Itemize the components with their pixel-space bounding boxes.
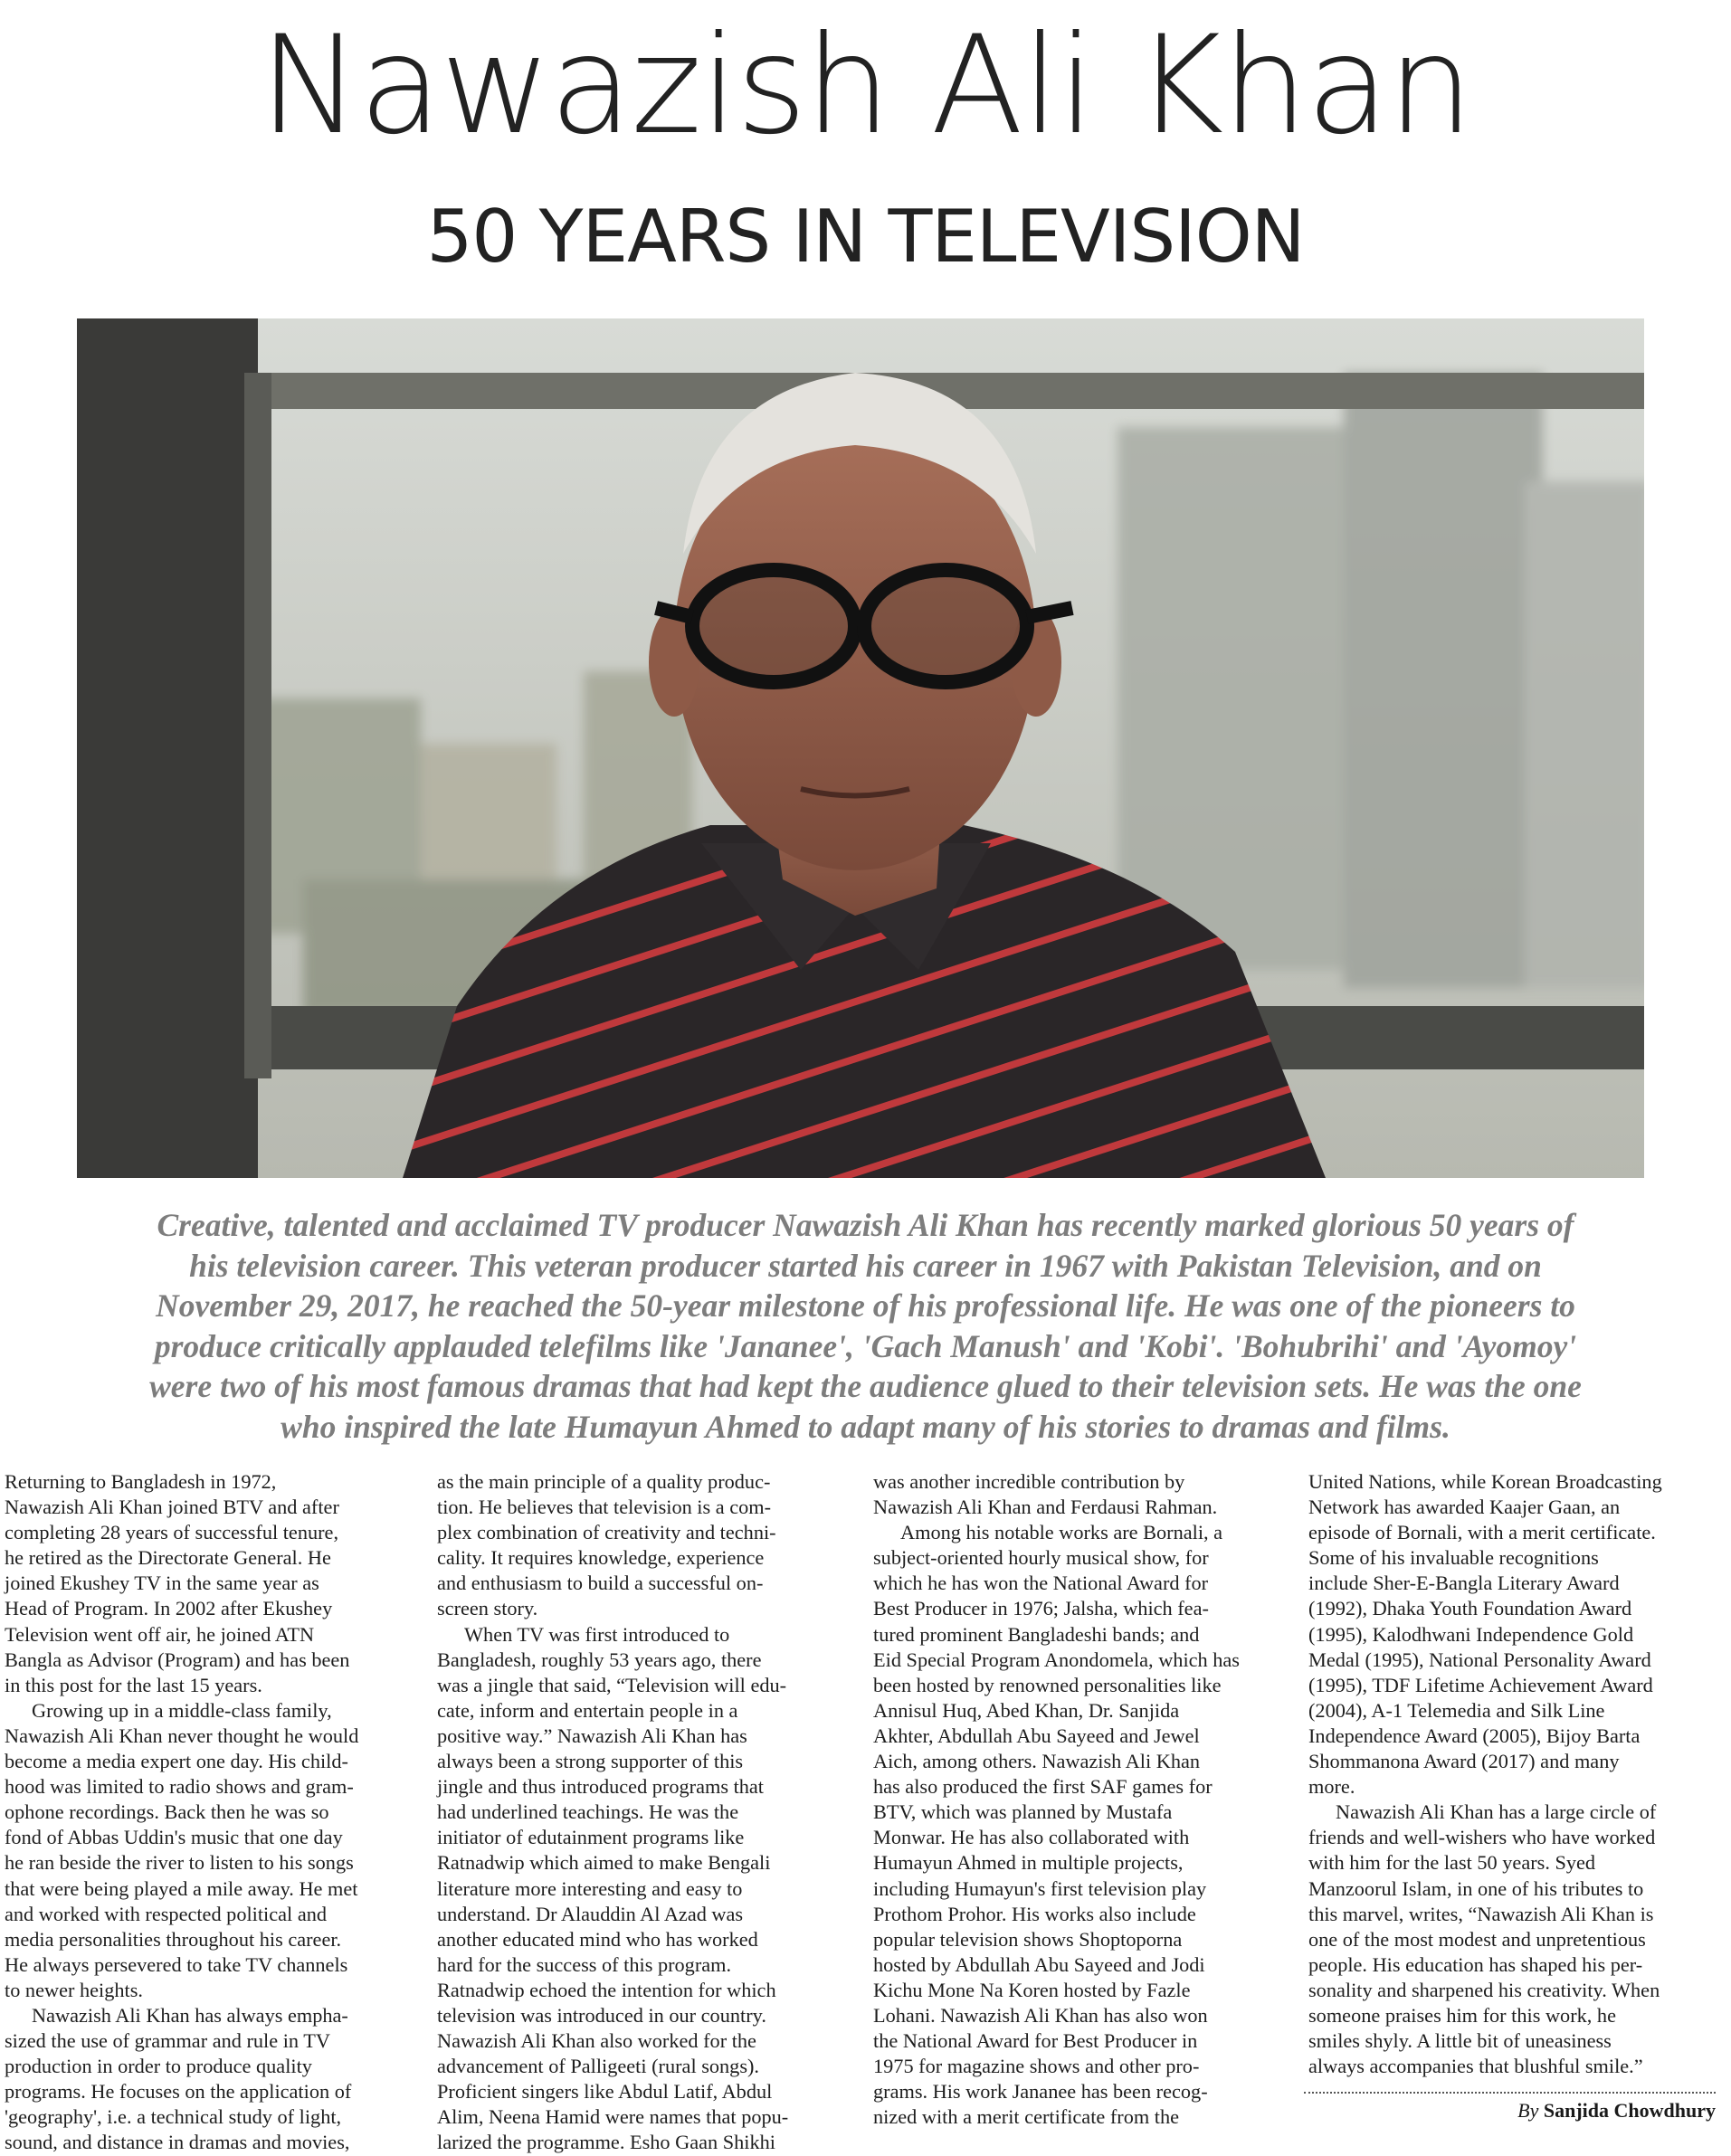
column-line: understand. Dr Alauddin Al Azad was: [437, 1902, 744, 1925]
column-line: had underlined teachings. He was the: [437, 1800, 739, 1824]
column-line: he retired as the Directorate General. He: [5, 1546, 331, 1570]
column-line: Independence Award (2005), Bijoy Barta: [1308, 1724, 1641, 1747]
column-line: Annisul Huq, Abed Khan, Dr. Sanjida: [873, 1698, 1180, 1722]
column-line: advancement of Palligeeti (rural songs).: [437, 2055, 760, 2078]
column-line: sound, and distance in dramas and movies,: [5, 2131, 350, 2154]
column-line: United Nations, while Korean Broadcasting: [1308, 1470, 1662, 1493]
column-line: BTV, which was planned by Mustafa: [873, 1800, 1173, 1824]
column-line: Best Producer in 1976; Jalsha, which fea-: [873, 1597, 1209, 1620]
column-line: Alim, Neena Hamid were names that popu-: [437, 2105, 789, 2129]
byline-by: By: [1517, 2099, 1539, 2122]
column-line: Aich, among others. Nawazish Ali Khan: [873, 1750, 1201, 1773]
column-line: cate, inform and entertain people in a: [437, 1698, 738, 1722]
column-line: as the main principle of a quality produc-: [437, 1470, 771, 1493]
column-line: hard for the success of this program.: [437, 1952, 732, 1976]
column-line: Returning to Bangladesh in 1972,: [5, 1470, 277, 1493]
column-line: Nawazish Ali Khan also worked for the: [437, 2029, 756, 2053]
column-line: hood was limited to radio shows and gram-: [5, 1775, 354, 1799]
intro-line: his television career. This veteran producer started his career in 1967 with Pakistan Television, and on: [189, 1247, 1542, 1284]
article-body: [5, 1469, 1722, 2154]
column-line: Lohani. Nawazish Ali Khan has also won: [873, 2003, 1208, 2027]
column-line: Akhter, Abdullah Abu Sayeed and Jewel: [873, 1724, 1200, 1747]
intro-paragraph: [86, 1205, 1645, 1447]
column-line: that were being played a mile away. He met: [5, 1876, 358, 1900]
intro-line: Creative, talented and acclaimed TV producer Nawazish Ali Khan has recently marked glorious 50 years of: [157, 1207, 1574, 1243]
column-line: Proficient singers like Abdul Latif, Abdul: [437, 2080, 773, 2104]
column-line: jingle and thus introduced programs that: [437, 1775, 765, 1799]
column-line: Nawazish Ali Khan joined BTV and after: [5, 1496, 339, 1519]
column-line: cality. It requires knowledge, experience: [437, 1546, 765, 1570]
column-line: tured prominent Bangladeshi bands; and: [873, 1622, 1200, 1646]
column-line: one of the most modest and unpretentious: [1308, 1927, 1646, 1951]
headline-title: Nawazish Ali Khan: [259, 7, 1472, 165]
column-line: this marvel, writes, “Nawazish Ali Khan is: [1308, 1902, 1654, 1925]
column-line: joined Ekushey TV in the same year as: [5, 1572, 319, 1595]
column-line: grams. His work Jananee has been recog-: [873, 2080, 1208, 2104]
column-line: media personalities throughout his career.: [5, 1927, 342, 1951]
byline: [1304, 2097, 1716, 2124]
article-column-3: [873, 1469, 1285, 2130]
column-line: which he has won the National Award for: [873, 1572, 1209, 1595]
column-line: tion. He believes that television is a com-: [437, 1496, 772, 1519]
column-line: positive way.” Nawazish Ali Khan has: [437, 1724, 747, 1747]
article-column-4: [1308, 1469, 1720, 2079]
column-line: Growing up in a middle-class family,: [32, 1698, 332, 1722]
column-line: Nawazish Ali Khan and Ferdausi Rahman.: [873, 1496, 1218, 1519]
column-line: 1975 for magazine shows and other pro-: [873, 2055, 1200, 2078]
headline-subtitle: 50 YEARS IN TELEVISION: [426, 195, 1305, 279]
column-line: (1995), Kalodhwani Independence Gold: [1308, 1622, 1634, 1646]
column-line: with him for the last 50 years. Syed: [1308, 1851, 1596, 1875]
column-line: When TV was first introduced to: [464, 1622, 730, 1646]
column-lines: [1308, 1469, 1720, 2079]
column-line: plex combination of creativity and techni-: [437, 1521, 776, 1544]
column-line: Some of his invaluable recognitions: [1308, 1546, 1599, 1570]
column-line: subject-oriented hourly musical show, for: [873, 1546, 1209, 1570]
column-line: Ratnadwip echoed the intention for which: [437, 1978, 776, 2001]
column-line: Television went off air, he joined ATN: [5, 1622, 315, 1646]
column-line: completing 28 years of successful tenure,: [5, 1521, 339, 1544]
column-line: sonality and sharpened his creativity. When: [1308, 1978, 1660, 2001]
column-line: Shommanona Award (2017) and many: [1308, 1750, 1620, 1773]
column-line: Bangla as Advisor (Program) and has been: [5, 1648, 350, 1671]
column-line: (1995), TDF Lifetime Achievement Award: [1308, 1673, 1653, 1696]
column-line: in this post for the last 15 years.: [5, 1673, 262, 1696]
intro-line: produce critically applauded telefilms like 'Jananee', 'Gach Manush' and 'Kobi'. 'Bohubrihi' and 'Ayomoy': [154, 1327, 1577, 1364]
column-line: fond of Abbas Uddin's music that one day: [5, 1826, 343, 1849]
column-line: larized the programme. Esho Gaan Shikhi: [437, 2131, 775, 2154]
column-line: Bangladesh, roughly 53 years ago, there: [437, 1648, 762, 1671]
column-line: been hosted by renowned personalities like: [873, 1673, 1222, 1696]
column-line: friends and well-wishers who have worked: [1308, 1826, 1656, 1849]
column-line: Head of Program. In 2002 after Ekushey: [5, 1597, 333, 1620]
column-line: Kichu Mone Na Koren hosted by Fazle: [873, 1978, 1191, 2001]
column-line: always been a strong supporter of this: [437, 1750, 744, 1773]
column-line: smiles shyly. A little bit of uneasiness: [1308, 2029, 1612, 2053]
column-line: Nawazish Ali Khan never thought he would: [5, 1724, 359, 1747]
column-lines: [437, 1469, 849, 2156]
column-line: production in order to produce quality: [5, 2055, 312, 2078]
column-line: more.: [1308, 1775, 1355, 1799]
column-line: television was introduced in our country.: [437, 2003, 766, 2027]
byline-author: Sanjida Chowdhury: [1543, 2099, 1716, 2122]
column-line: Ratnadwip which aimed to make Bengali: [437, 1851, 771, 1875]
column-line: and enthusiasm to build a successful on-: [437, 1572, 764, 1595]
intro-line: were two of his most famous dramas that had kept the audience glued to their television sets. He was the one: [149, 1368, 1582, 1404]
column-line: the National Award for Best Producer in: [873, 2029, 1198, 2053]
column-line: programs. He focuses on the application of: [5, 2080, 352, 2104]
column-line: screen story.: [437, 1597, 538, 1620]
column-line: Among his notable works are Bornali, a: [900, 1521, 1223, 1544]
column-line: Nawazish Ali Khan has a large circle of: [1336, 1800, 1657, 1824]
column-line: was another incredible contribution by: [873, 1470, 1185, 1493]
column-line: ophone recordings. Back then he was so: [5, 1800, 329, 1824]
article-column-2: [437, 1469, 849, 2156]
column-lines: [5, 1469, 416, 2156]
column-line: Humayun Ahmed in multiple projects,: [873, 1851, 1184, 1875]
portrait-illustration: [77, 318, 1644, 1178]
column-line: initiator of edutainment programs like: [437, 1826, 745, 1849]
column-line: (1992), Dhaka Youth Foundation Award: [1308, 1597, 1632, 1620]
column-lines: [873, 1469, 1285, 2130]
column-line: someone praises him for this work, he: [1308, 2003, 1616, 2027]
portrait-photo: [77, 318, 1644, 1178]
intro-line: November 29, 2017, he reached the 50-year milestone of his professional life. He was one of the pioneers to: [156, 1287, 1575, 1324]
column-line: has also produced the first SAF games for: [873, 1775, 1213, 1799]
column-line: Monwar. He has also collaborated with: [873, 1826, 1190, 1849]
column-line: literature more interesting and easy to: [437, 1876, 743, 1900]
intro-line: who inspired the late Humayun Ahmed to adapt many of his stories to dramas and films.: [281, 1408, 1450, 1445]
column-line: another educated mind who has worked: [437, 1927, 758, 1951]
column-line: to newer heights.: [5, 1978, 143, 2001]
column-line: Eid Special Program Anondomela, which has: [873, 1648, 1240, 1671]
column-line: include Sher-E-Bangla Literary Award: [1308, 1572, 1620, 1595]
column-line: Medal (1995), National Personality Award: [1308, 1648, 1651, 1671]
column-line: He always persevered to take TV channels: [5, 1952, 348, 1976]
column-line: 'geography', i.e. a technical study of light,: [5, 2105, 342, 2129]
column-line: nized with a merit certificate from the: [873, 2105, 1180, 2129]
column-line: including Humayun's first television play: [873, 1876, 1207, 1900]
column-line: Network has awarded Kaajer Gaan, an: [1308, 1496, 1621, 1519]
column-line: become a media expert one day. His child-: [5, 1750, 348, 1773]
column-line: people. His education has shaped his per-: [1308, 1952, 1643, 1976]
column-line: episode of Bornali, with a merit certificate.: [1308, 1521, 1656, 1544]
column-line: sized the use of grammar and rule in TV: [5, 2029, 330, 2053]
column-line: Manzoorul Islam, in one of his tributes to: [1308, 1876, 1644, 1900]
column-line: Prothom Prohor. His works also include: [873, 1902, 1196, 1925]
column-line: (2004), A-1 Telemedia and Silk Line: [1308, 1698, 1605, 1722]
article-column-1: [5, 1469, 416, 2156]
column-line: Nawazish Ali Khan has always empha-: [32, 2003, 348, 2027]
column-line: he ran beside the river to listen to his songs: [5, 1851, 354, 1875]
column-line: and worked with respected political and: [5, 1902, 328, 1925]
byline-divider: [1304, 2092, 1716, 2094]
column-line: was a jingle that said, “Television will edu-: [437, 1673, 787, 1696]
column-line: always accompanies that blushful smile.”: [1308, 2055, 1643, 2078]
column-line: popular television shows Shoptoporna: [873, 1927, 1183, 1951]
column-line: hosted by Abdullah Abu Sayeed and Jodi: [873, 1952, 1205, 1976]
